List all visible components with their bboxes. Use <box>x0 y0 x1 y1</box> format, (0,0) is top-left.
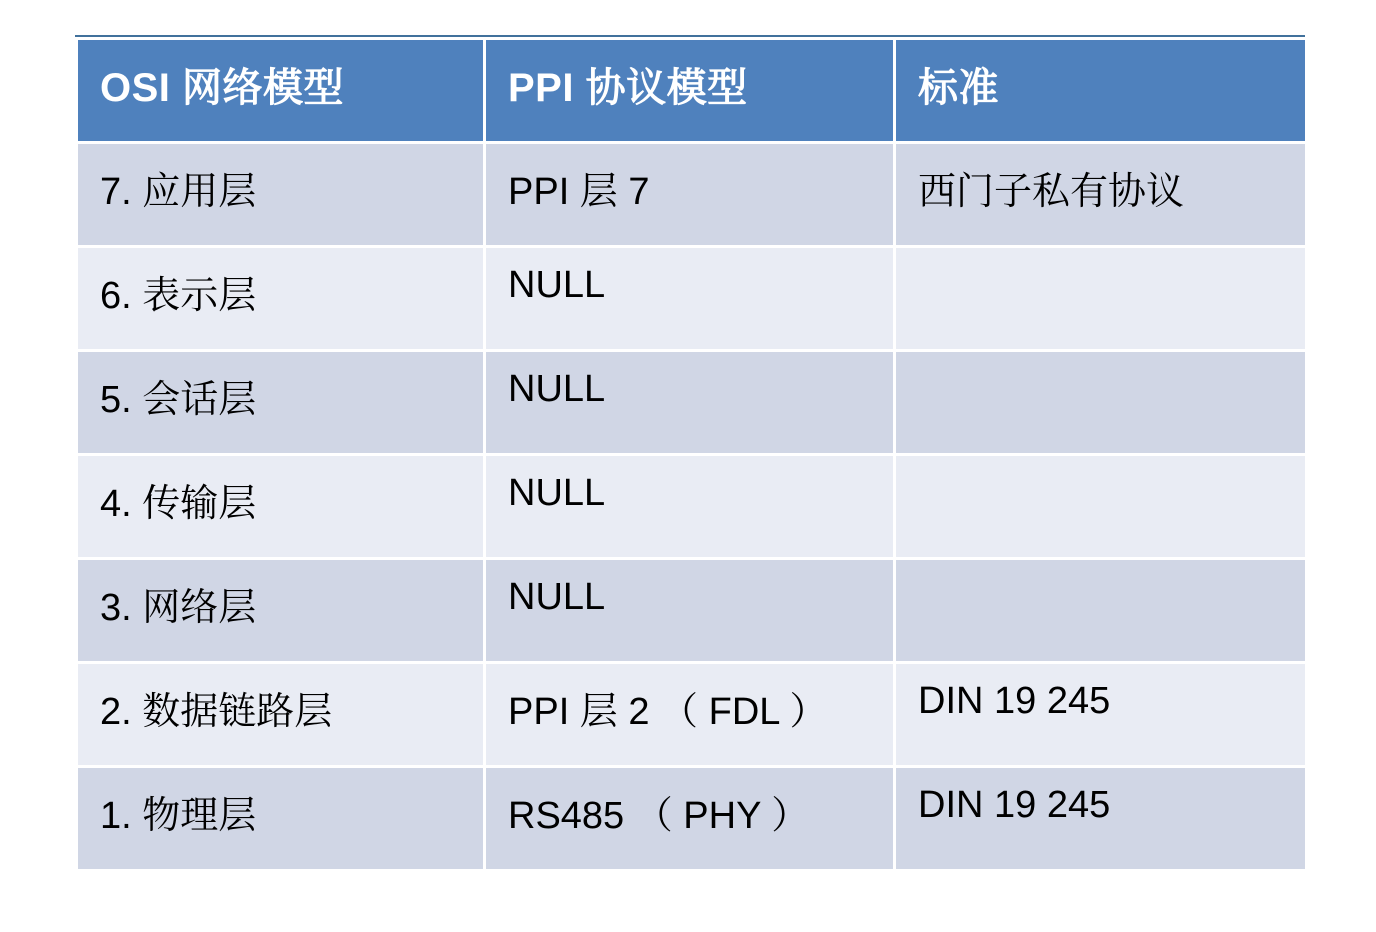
osi-ppi-table <box>75 37 1308 872</box>
cell-ppi-layer: PPI 层 7 <box>485 143 895 247</box>
osi-ppi-table-container <box>75 35 1305 872</box>
table-row-layer2 <box>77 663 1307 767</box>
table-row-layer7 <box>77 143 1307 247</box>
table-row-layer4 <box>77 455 1307 559</box>
cell-ppi-layer: RS485 （ PHY ） <box>485 767 895 871</box>
cell-osi-layer: 1. 物理层 <box>77 767 485 871</box>
cell-ppi-layer: NULL <box>485 559 895 663</box>
table-row-layer5 <box>77 351 1307 455</box>
cell-ppi-layer: NULL <box>485 455 895 559</box>
table-row-layer1 <box>77 767 1307 871</box>
cell-osi-layer: 5. 会话层 <box>77 351 485 455</box>
cell-osi-layer: 6. 表示层 <box>77 247 485 351</box>
cell-osi-layer: 4. 传输层 <box>77 455 485 559</box>
table-row-layer3 <box>77 559 1307 663</box>
header-cell-osi-model: OSI 网络模型 <box>77 39 485 143</box>
cell-ppi-layer: NULL <box>485 351 895 455</box>
cell-standard <box>895 351 1307 455</box>
cell-standard <box>895 559 1307 663</box>
table-row-layer6 <box>77 247 1307 351</box>
cell-osi-layer: 3. 网络层 <box>77 559 485 663</box>
cell-osi-layer: 7. 应用层 <box>77 143 485 247</box>
cell-osi-layer: 2. 数据链路层 <box>77 663 485 767</box>
cell-standard: 西门子私有协议 <box>895 143 1307 247</box>
cell-standard <box>895 247 1307 351</box>
header-cell-ppi-model: PPI 协议模型 <box>485 39 895 143</box>
cell-ppi-layer: PPI 层 2 （ FDL ） <box>485 663 895 767</box>
cell-ppi-layer: NULL <box>485 247 895 351</box>
cell-standard: DIN 19 245 <box>895 767 1307 871</box>
header-cell-standard: 标准 <box>895 39 1307 143</box>
cell-standard: DIN 19 245 <box>895 663 1307 767</box>
cell-standard <box>895 455 1307 559</box>
table-header-row <box>77 39 1307 143</box>
